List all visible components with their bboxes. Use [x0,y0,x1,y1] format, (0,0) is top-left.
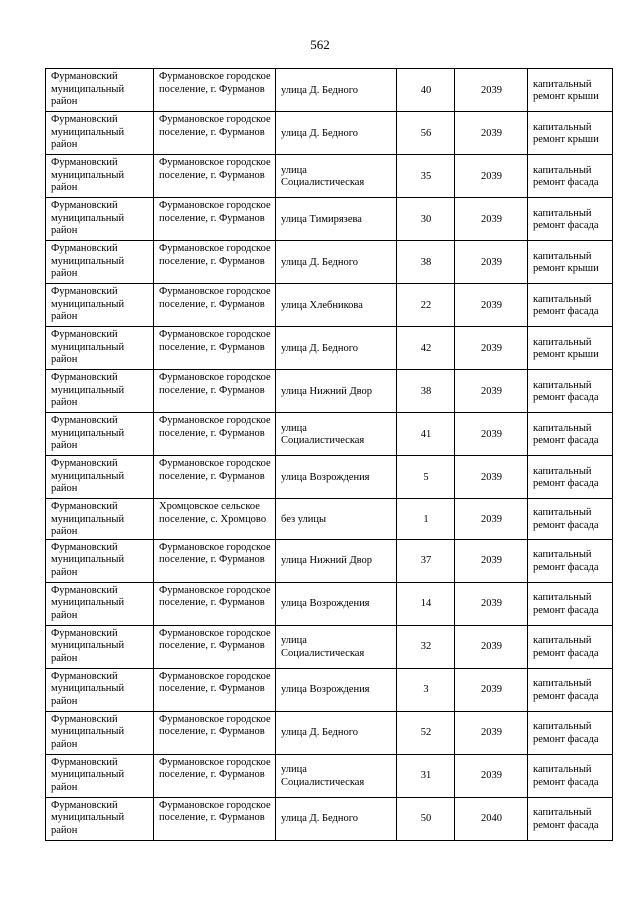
house-number-cell: 32 [397,625,455,668]
house-number-cell: 50 [397,797,455,840]
settlement-cell: Фурмановское городское поселение, г. Фурманов [154,413,276,456]
planned-year-cell: 2039 [455,711,528,754]
settlement-cell: Фурмановское городское поселение, г. Фурманов [154,112,276,155]
street-cell: улица Социалистическая [276,413,397,456]
house-number-cell: 3 [397,668,455,711]
settlement-cell: Фурмановское городское поселение, г. Фурманов [154,456,276,499]
registry-table [45,68,613,841]
street-cell: без улицы [276,499,397,540]
work-type-cell: капитальный ремонт фасада [528,413,613,456]
street-cell: улица Д. Бедного [276,711,397,754]
district-cell: Фурмановский муниципальный район [46,370,154,413]
house-number-cell: 1 [397,499,455,540]
house-number-cell: 35 [397,155,455,198]
street-cell: улица Хлебникова [276,284,397,327]
street-cell: улица Нижний Двор [276,539,397,582]
district-cell: Фурмановский муниципальный район [46,112,154,155]
table-row [46,499,613,540]
work-type-cell: капитальный ремонт фасада [528,539,613,582]
district-cell: Фурмановский муниципальный район [46,456,154,499]
street-cell: улица Возрождения [276,668,397,711]
settlement-cell: Фурмановское городское поселение, г. Фурманов [154,582,276,625]
district-cell: Фурмановский муниципальный район [46,155,154,198]
house-number-cell: 42 [397,327,455,370]
page-number: 562 [310,37,330,52]
work-type-cell: капитальный ремонт фасада [528,370,613,413]
work-type-cell: капитальный ремонт фасада [528,711,613,754]
planned-year-cell: 2039 [455,284,528,327]
table-row [46,155,613,198]
table-row [46,456,613,499]
street-cell: улица Тимирязева [276,198,397,241]
work-type-cell: капитальный ремонт фасада [528,284,613,327]
district-cell: Фурмановский муниципальный район [46,69,154,112]
table-row [46,112,613,155]
district-cell: Фурмановский муниципальный район [46,413,154,456]
settlement-cell: Фурмановское городское поселение, г. Фурманов [154,155,276,198]
district-cell: Фурмановский муниципальный район [46,499,154,540]
house-number-cell: 22 [397,284,455,327]
table-row [46,539,613,582]
planned-year-cell: 2040 [455,797,528,840]
planned-year-cell: 2039 [455,413,528,456]
work-type-cell: капитальный ремонт фасада [528,155,613,198]
district-cell: Фурмановский муниципальный район [46,711,154,754]
table-row [46,69,613,112]
table-row [46,754,613,797]
planned-year-cell: 2039 [455,668,528,711]
settlement-cell: Фурмановское городское поселение, г. Фурманов [154,539,276,582]
house-number-cell: 38 [397,241,455,284]
work-type-cell: капитальный ремонт фасада [528,456,613,499]
street-cell: улица Социалистическая [276,754,397,797]
settlement-cell: Фурмановское городское поселение, г. Фурманов [154,370,276,413]
house-number-cell: 40 [397,69,455,112]
settlement-cell: Фурмановское городское поселение, г. Фурманов [154,69,276,112]
district-cell: Фурмановский муниципальный район [46,625,154,668]
street-cell: улица Д. Бедного [276,112,397,155]
settlement-cell: Фурмановское городское поселение, г. Фурманов [154,241,276,284]
street-cell: улица Д. Бедного [276,797,397,840]
work-type-cell: капитальный ремонт крыши [528,69,613,112]
table-row [46,625,613,668]
table-row [46,241,613,284]
work-type-cell: капитальный ремонт фасада [528,625,613,668]
planned-year-cell: 2039 [455,241,528,284]
settlement-cell: Фурмановское городское поселение, г. Фурманов [154,327,276,370]
work-type-cell: капитальный ремонт фасада [528,198,613,241]
district-cell: Фурмановский муниципальный район [46,198,154,241]
settlement-cell: Фурмановское городское поселение, г. Фурманов [154,797,276,840]
settlement-cell: Хромцовское сельское поселение, с. Хромцово [154,499,276,540]
district-cell: Фурмановский муниципальный район [46,241,154,284]
table-row [46,582,613,625]
planned-year-cell: 2039 [455,112,528,155]
table-row [46,797,613,840]
house-number-cell: 56 [397,112,455,155]
district-cell: Фурмановский муниципальный район [46,582,154,625]
house-number-cell: 5 [397,456,455,499]
work-type-cell: капитальный ремонт фасада [528,668,613,711]
table-row [46,370,613,413]
table-row [46,284,613,327]
table-row [46,668,613,711]
table-row [46,198,613,241]
house-number-cell: 14 [397,582,455,625]
planned-year-cell: 2039 [455,754,528,797]
settlement-cell: Фурмановское городское поселение, г. Фурманов [154,711,276,754]
table-row [46,327,613,370]
street-cell: улица Социалистическая [276,155,397,198]
work-type-cell: капитальный ремонт фасада [528,499,613,540]
house-number-cell: 37 [397,539,455,582]
street-cell: улица Возрождения [276,456,397,499]
planned-year-cell: 2039 [455,499,528,540]
street-cell: улица Д. Бедного [276,69,397,112]
district-cell: Фурмановский муниципальный район [46,327,154,370]
street-cell: улица Возрождения [276,582,397,625]
table-row [46,711,613,754]
planned-year-cell: 2039 [455,582,528,625]
work-type-cell: капитальный ремонт фасада [528,797,613,840]
settlement-cell: Фурмановское городское поселение, г. Фурманов [154,284,276,327]
district-cell: Фурмановский муниципальный район [46,539,154,582]
table-row [46,413,613,456]
planned-year-cell: 2039 [455,456,528,499]
house-number-cell: 38 [397,370,455,413]
planned-year-cell: 2039 [455,69,528,112]
street-cell: улица Нижний Двор [276,370,397,413]
planned-year-cell: 2039 [455,625,528,668]
house-number-cell: 41 [397,413,455,456]
work-type-cell: капитальный ремонт крыши [528,112,613,155]
street-cell: улица Д. Бедного [276,327,397,370]
work-type-cell: капитальный ремонт крыши [528,241,613,284]
district-cell: Фурмановский муниципальный район [46,797,154,840]
work-type-cell: капитальный ремонт фасада [528,582,613,625]
settlement-cell: Фурмановское городское поселение, г. Фурманов [154,668,276,711]
district-cell: Фурмановский муниципальный район [46,284,154,327]
planned-year-cell: 2039 [455,198,528,241]
house-number-cell: 31 [397,754,455,797]
registry-table-body [46,69,613,841]
work-type-cell: капитальный ремонт крыши [528,327,613,370]
district-cell: Фурмановский муниципальный район [46,668,154,711]
street-cell: улица Д. Бедного [276,241,397,284]
settlement-cell: Фурмановское городское поселение, г. Фурманов [154,625,276,668]
house-number-cell: 30 [397,198,455,241]
work-type-cell: капитальный ремонт фасада [528,754,613,797]
planned-year-cell: 2039 [455,155,528,198]
street-cell: улица Социалистическая [276,625,397,668]
planned-year-cell: 2039 [455,539,528,582]
planned-year-cell: 2039 [455,327,528,370]
district-cell: Фурмановский муниципальный район [46,754,154,797]
settlement-cell: Фурмановское городское поселение, г. Фурманов [154,754,276,797]
settlement-cell: Фурмановское городское поселение, г. Фурманов [154,198,276,241]
house-number-cell: 52 [397,711,455,754]
planned-year-cell: 2039 [455,370,528,413]
